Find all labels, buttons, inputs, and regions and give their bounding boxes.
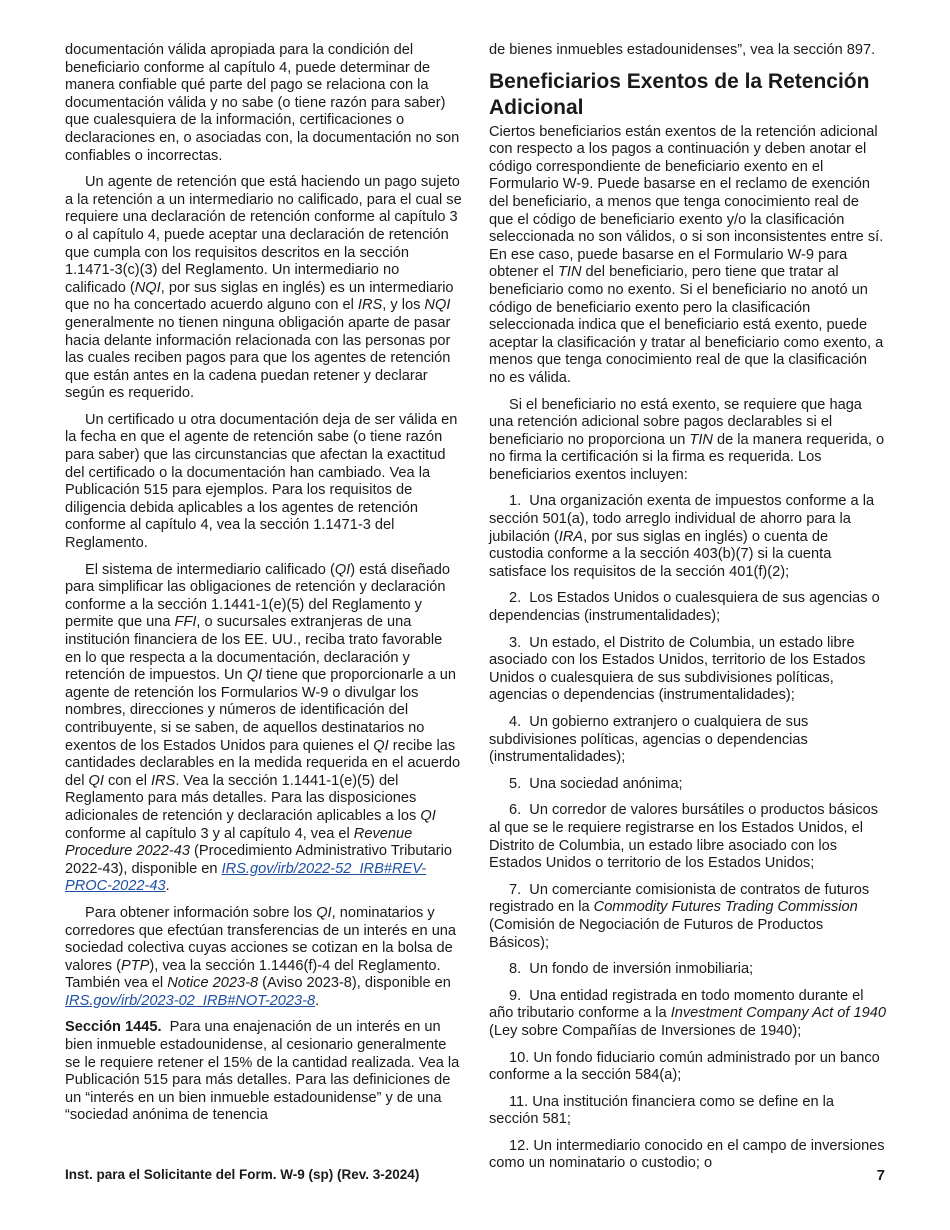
list-item: 3. Un estado, el Distrito de Columbia, un estado libre asociado con los Estados Unidos, territorio de los Estados Unidos o cualesquiera de sus subdivisiones políticas, agencias o dependencias (instrumentalidades); [489,634,866,704]
list-item: 2. Los Estados Unidos o cualesquiera de sus agencias o dependencias (instrumentalidades); [489,590,880,625]
left-column [65,42,462,1134]
section-1445-lead: Sección 1445. [65,1019,162,1036]
list-item: 10. Un fondo fiduciario común administrado por un banco conforme a la sección 584(a); [489,1049,880,1084]
section-heading: Beneficiarios Exentos de la Retención Adicional [489,69,870,119]
paragraph-section-1445: Sección 1445. Para una enajenación de un interés en un bien inmueble estadounidense, al cesionario generalmente se le requiere retener el 15% de la cantidad realizada. Vea la Publicación 515 para más detalles. Para las definiciones de un “interés en un bien inmueble estadounidense” y de una “sociedad anónima de tenencia [65,1019,460,1124]
list-item: 12. Un intermediario conocido en el campo de inversiones como un nominatario o custodio; o [489,1137,885,1172]
paragraph-certificate: Un certificado u otra documentación deja de ser válida en la fecha en que el agente de retención sabe (o tiene razón para saber) que las circunstancias que afectan la exactitud del certificado o la documentación han cambiado. Vea la Publicación 515 para ejemplos. Para los requisitos de diligencia debida aplicables a los agentes de retención conforme al capítulo 4, vea la sección 1.1471-3 del Reglamento. [65,411,458,552]
page-footer [65,1167,885,1182]
list-item: 6. Un corredor de valores bursátiles o productos básicos al que se le requiere registrarse en los Estados Unidos, el Distrito de Columbia, un estado libre asociado con los Estados Unidos o territorio de los Estados Unidos; [489,802,879,872]
paragraph-qi-system: El sistema de intermediario calificado (QI) está diseñado para simplificar las obligaciones de retención y declaración conforme a la sección 1.1441-1(e)(5) del Reglamento y permite que una FFI, o sucursales extranjeras de una institución financiera de los EE. UU., reciba trato favorable en lo que respecta a la documentación, declaración y retención de impuestos. Un QI tiene que proporcionarle a un agente de retención los Formularios W-9 o divulgar los nombres, direcciones y números de identificación del contribuyente, si se saben, de aquellos destinatarios no exentos de los Estados Unidos para quienes el QI recibe las cantidades declarables en la medida requerida en el acuerdo del QI con el IRS. Vea la sección 1.1441-1(e)(5) del Reglamento para más detalles. Para las disposiciones adicionales de retención y declaración aplicables a los QI conforme al capítulo 3 y al capítulo 4, vea el Revenue Procedure 2022-43 (Procedimiento Administrativo Tributario 2022-43), disponible en IRS.gov/irb/2022-52_IRB#REV-PROC-2022-43. [65,561,461,895]
paragraph-nqi: Un agente de retención que está haciendo un pago sujeto a la retención a un intermediario no calificado, para el cual se requiere una declaración de retención conforme al capítulo 3 o al capítulo 4, puede aceptar una declaración de retención que cumpla con los requisitos descritos en la sección 1.1471-3(c)(3) del Reglamento. Un intermediario no calificado (NQI, por sus siglas en inglés) es un intermediario que no ha concertado acuerdo alguno con el IRS, y los NQI generalmente no tienen ninguna obligación aparte de pasar hacia delante información relacionada con las personas por las cuales reciben pagos para que los agentes de retención que están antes en la cadena puedan retener y declarar según es requerido. [65,174,462,402]
page-number: 7 [876,1167,885,1184]
right-column [489,42,886,1182]
list-item: 11. Una institución financiera como se define en la sección 581; [489,1093,835,1128]
list-item: 9. Una entidad registrada en todo momento durante el año tributario conforme a la Investment Company Act of 1940 (Ley sobre Compañías de Inversiones de 1940); [489,987,886,1039]
irs-notice-link[interactable]: IRS.gov/irb/2023-02_IRB#NOT-2023-8 [65,992,316,1009]
list-item: 5. Una sociedad anónima; [509,775,683,792]
list-item: 4. Un gobierno extranjero o cualquiera de sus subdivisiones políticas, agencias o dependencias (instrumentalidades); [489,714,809,766]
paragraph-ptp: Para obtener información sobre los QI, nominatarios y corredores que efectúan transferencias de un interés en una sociedad colectiva cuyas acciones se cotizan en la bolsa de valores (PTP), vea la sección 1.1446(f)-4 del Reglamento. También vea el Notice 2023-8 (Aviso 2023-8), disponible en IRS.gov/irb/2023-02_IRB#NOT-2023-8. [65,904,457,1009]
list-item: 8. Un fondo de inversión inmobiliaria; [509,961,754,978]
paragraph-continuation: de bienes inmuebles estadounidenses”, vea la sección 897. [489,42,876,58]
footer-title: Inst. para el Solicitante del Form. W-9 (sp) (Rev. 3-2024) [65,1167,420,1182]
list-item: 7. Un comerciante comisionista de contratos de futuros registrado en la Commodity Futures Trading Commission (Comisión de Negociación de Futuros de Productos Básicos); [489,881,870,951]
list-item: 1. Una organización exenta de impuestos conforme a la sección 501(a), todo arreglo individual de ahorro para la jubilación (IRA, por sus siglas en inglés) o cuenta de custodia conforme a la sección 403(b)(7) si la cuenta satisface los requisitos de la sección 401(f)(2); [489,493,875,580]
irs-revproc-link[interactable]: IRS.gov/irb/2022-52_IRB#REV-PROC-2022-43 [65,860,427,895]
paragraph: documentación válida apropiada para la condición del beneficiario conforme al capítulo 4, puede determinar de manera confiable qué parte del pago se relaciona con la documentación válida y no sabe (o tiene razón para saber) que cualesquiera de la información, certificaciones o declaraciones en, o asociadas con, la documentación no son confiables o incorrectas. [65,42,460,164]
paragraph-exempt-intro: Ciertos beneficiarios están exentos de la retención adicional con respecto a los pagos a continuación y deben anotar el código correspondiente de beneficiario exento en el Formulario W-9. Puede basarse en el reclamo de exención del beneficiario, a menos que tenga conocimiento real de que el código de beneficiario exento y/o la clasificación seleccionada no son válidos, o si son inconsistentes entre sí. En ese caso, puede basarse en el Formulario W-9 para obtener el TIN del beneficiario, pero tiene que tratar al beneficiario como no exento. Si el beneficiario no anotó un código de beneficiario exento pero la clasificación seleccionada indica que el beneficiario está exento, puede aceptar la clasificación y tratar al beneficiario como exento, a menos que tenga conocimiento real de que la clasificación no es válida. [489,123,884,386]
paragraph-not-exempt: Si el beneficiario no está exento, se requiere que haga una retención adicional sobre pagos declarables si el beneficiario no proporciona un TIN de la manera requerida, o no firma la certificación si la firma es requerida. Los beneficiarios exentos incluyen: [489,396,885,483]
